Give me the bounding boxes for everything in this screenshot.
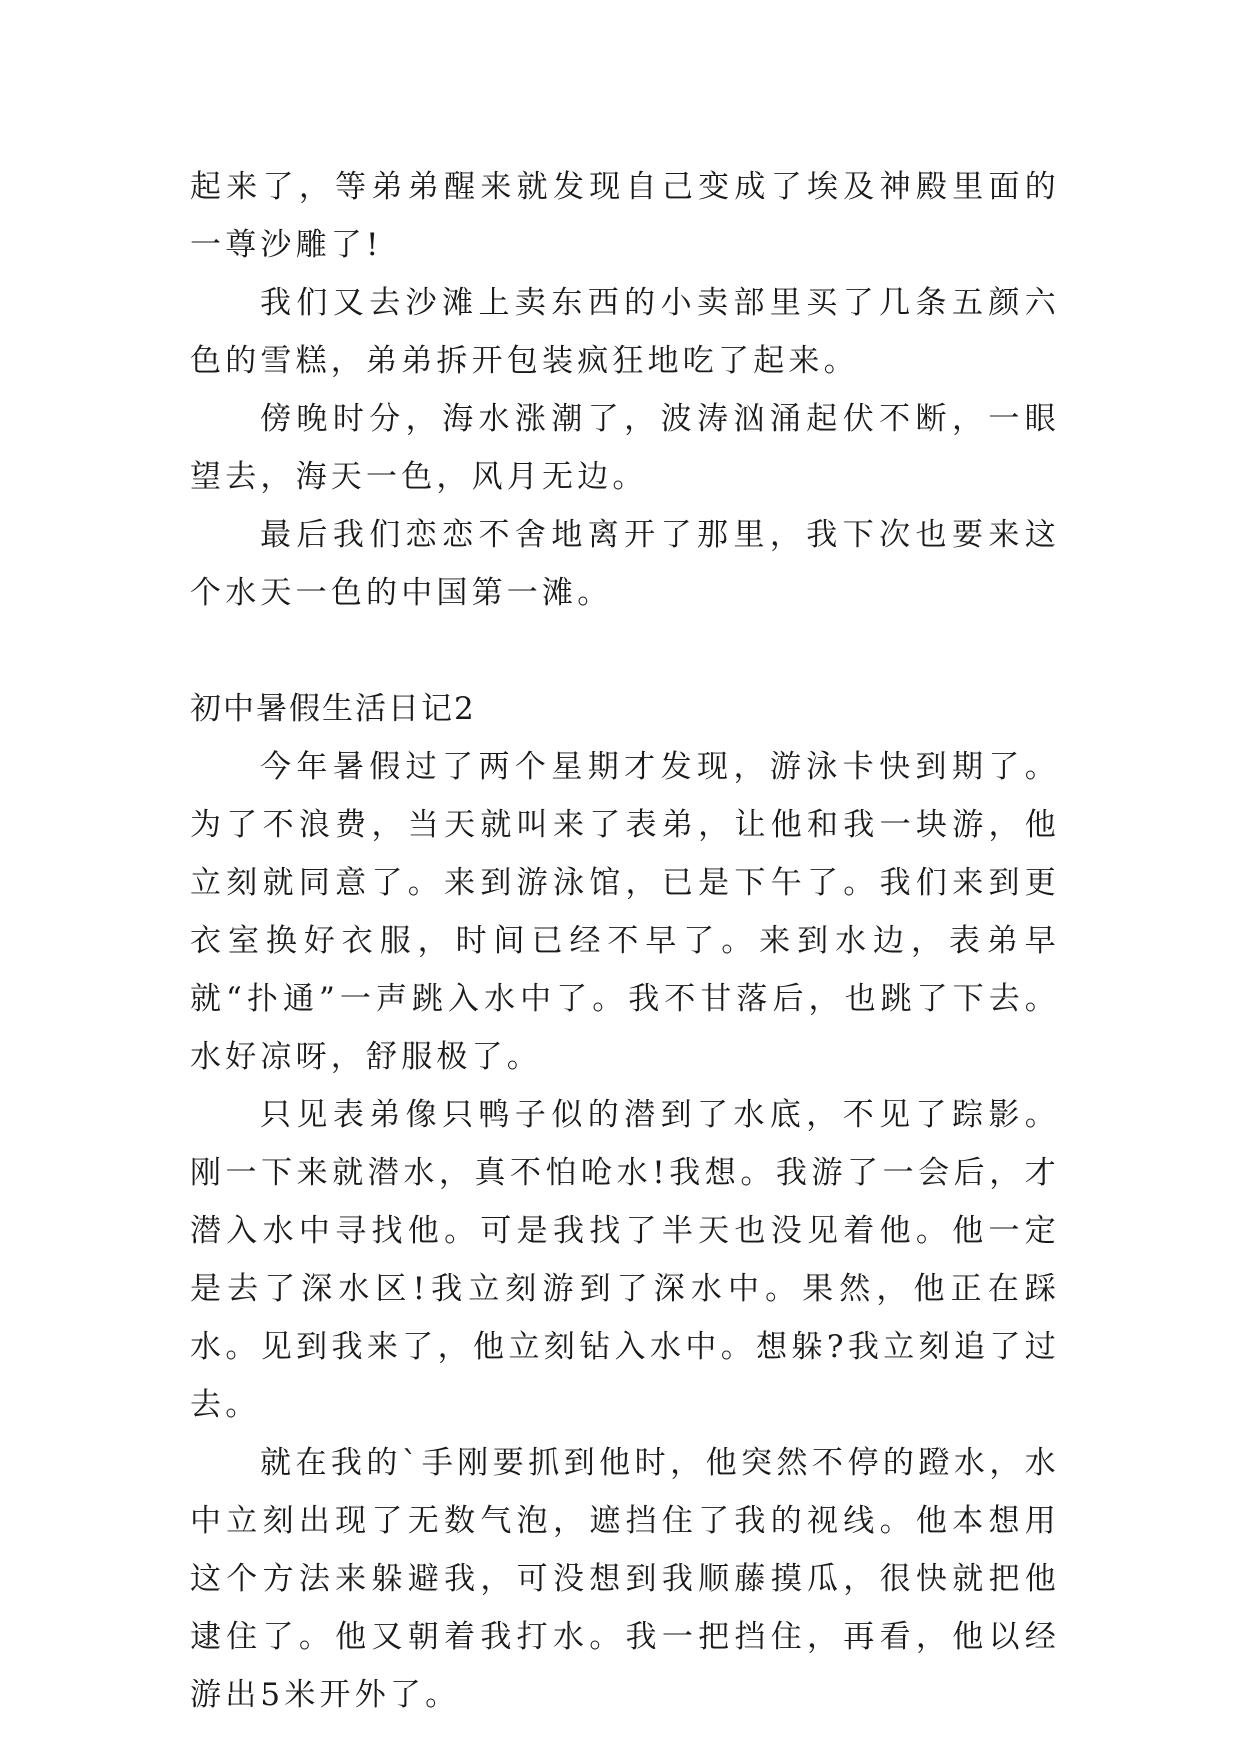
paragraph-evening-tide: 傍晚时分，海水涨潮了，波涛汹涌起伏不断，一眼望去，海天一色，风月无边。	[190, 401, 1060, 495]
paragraph-leaving: 最后我们恋恋不舍地离开了那里，我下次也要来这个水天一色的中国第一滩。	[190, 517, 1060, 611]
paragraph-swim-card: 今年暑假过了两个星期才发现，游泳卡快到期了。为了不浪费，当天就叫来了表弟，让他和我一块游，他立刻就同意了。来到游泳馆，已是下午了。我们来到更衣室换好衣服，时间已经不早了。来到水边，表弟早就“扑通”一声跳入水中了。我不甘落后，也跳了下去。水好凉呀，舒服极了。	[190, 749, 1060, 1075]
diary-title: 初中暑假生活日记2	[190, 691, 476, 727]
page-content	[190, 158, 1060, 1724]
paragraph-ice-cream: 我们又去沙滩上卖东西的小卖部里买了几条五颜六色的雪糕，弟弟拆开包装疯狂地吃了起来。	[190, 285, 1060, 379]
paragraph-diving: 只见表弟像只鸭子似的潜到了水底，不见了踪影。刚一下来就潜水，真不怕呛水!我想。我游了一会后，才潜入水中寻找他。可是我找了半天也没见着他。他一定是去了深水区!我立刻游到了深水中。果然，他正在踩水。见到我来了，他立刻钻入水中。想躲?我立刻追了过去。	[190, 1097, 1060, 1423]
paragraph-continued: 起来了，等弟弟醒来就发现自己变成了埃及神殿里面的一尊沙雕了!	[190, 169, 1060, 263]
paragraph-bubbles: 就在我的`手刚要抓到他时，他突然不停的蹬水，水中立刻出现了无数气泡，遮挡住了我的视线。他本想用这个方法来躲避我，可没想到我顺藤摸瓜，很快就把他逮住了。他又朝着我打水。我一把挡住，再看，他以经游出5米开外了。	[190, 1445, 1060, 1713]
